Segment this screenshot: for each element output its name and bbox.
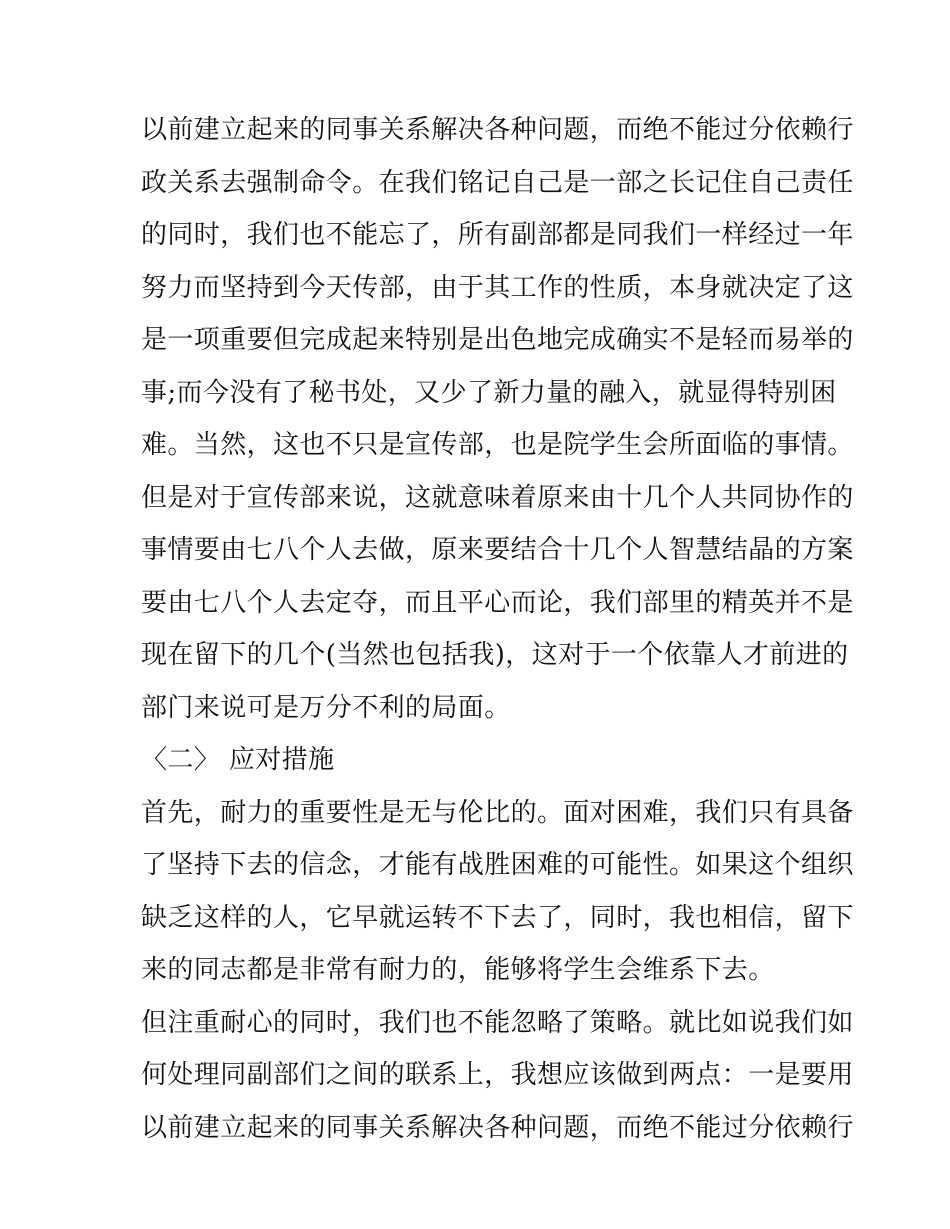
body-text-line: 首先，耐力的重要性是无与伦比的。面对困难，我们只有具备 (141, 797, 854, 828)
body-text-line: 但是对于宣传部来说，这就意味着原来由十几个人共同协作的 (141, 482, 854, 513)
body-text-line: 事;而今没有了秘书处，又少了新力量的融入，就显得特别困 (141, 377, 837, 408)
body-text-line: 现在留下的几个(当然也包括我)，这对于一个依靠人才前进的 (141, 640, 849, 670)
body-text-line: 以前建立起来的同事关系解决各种问题，而绝不能过分依赖行 (141, 115, 854, 145)
body-text-line: 以前建立起来的同事关系解决各种问题，而绝不能过分依赖行 (141, 1112, 854, 1143)
body-text-line: 是一项重要但完成起来特别是出色地完成确实不是轻而易举的 (141, 325, 854, 355)
body-text-line: 部门来说可是万分不利的局面。 (141, 692, 511, 723)
body-text-line: 政关系去强制命令。在我们铭记自己是一部之长记住自己责任 (141, 167, 854, 198)
body-text-line: 的同时，我们也不能忘了，所有副部都是同我们一样经过一年 (141, 220, 854, 250)
document-body (141, 104, 854, 1154)
section-heading: 〈二〉 应对措施 (141, 745, 335, 775)
body-text-line: 努力而坚持到今天传部，由于其工作的性质，本身就决定了这 (141, 272, 854, 303)
body-text-line: 了坚持下去的信念，才能有战胜困难的可能性。如果这个组织 (141, 850, 854, 880)
body-text-line: 何处理同副部们之间的联系上，我想应该做到两点：一是要用 (141, 1060, 854, 1090)
body-text-line: 难。当然，这也不只是宣传部，也是院学生会所面临的事情。 (141, 430, 854, 460)
body-text-line: 事情要由七八个人去做，原来要结合十几个人智慧结晶的方案 (141, 535, 854, 565)
body-text-line: 缺乏这样的人，它早就运转不下去了，同时，我也相信，留下 (141, 902, 854, 933)
body-text-line: 要由七八个人去定夺，而且平心而论，我们部里的精英并不是 (141, 587, 854, 618)
body-text-line: 来的同志都是非常有耐力的，能够将学生会维系下去。 (141, 955, 775, 985)
body-text-line: 但注重耐心的同时，我们也不能忽略了策略。就比如说我们如 (141, 1007, 854, 1038)
